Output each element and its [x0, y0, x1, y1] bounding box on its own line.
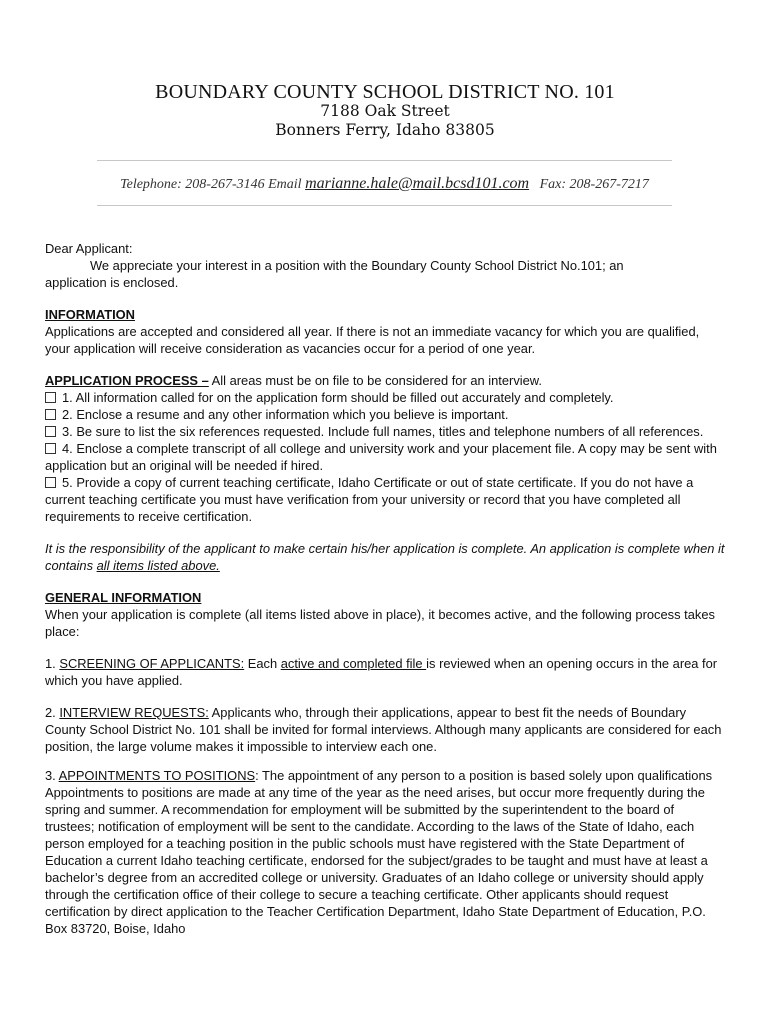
information-text: Applications are accepted and considered all year. If there is not an immediate vacancy for which you are qualified, your application will receive consideration as vacancies occur for a period of one year. [45, 324, 700, 356]
district-title: BOUNDARY COUNTY SCHOOL DISTRICT NO. 101 [155, 81, 615, 103]
checkbox-icon [45, 426, 56, 437]
fax-text: Fax: 208-267-7217 [539, 177, 649, 192]
process-item-1: 1. All information called for on the application form should be filled out accurately and completely. [45, 389, 725, 406]
appointments-heading: APPOINTMENTS TO POSITIONS [58, 768, 256, 783]
screening-paragraph: 1. SCREENING OF APPLICANTS: Each active and completed file is reviewed when an opening occurs in the area for which you have applied. [45, 656, 718, 688]
screening-heading: SCREENING OF APPLICANTS: [59, 656, 245, 671]
information-heading: INFORMATION [45, 307, 135, 322]
process-item-2: 2. Enclose a resume and any other information which you believe is important. [45, 406, 725, 423]
process-item-3: 3. Be sure to list the six references requested. Include full names, titles and telephone numbers of all references. [45, 423, 725, 440]
process-item-4: 4. Enclose a complete transcript of all college and university work and your placement file. A copy may be sent with application but an original will be needed if hired. [45, 441, 717, 473]
checkbox-icon [45, 392, 56, 403]
responsibility-underlined: all items listed above. [96, 558, 220, 573]
telephone-text: Telephone: 208-267-3146 Email [120, 177, 302, 192]
checkbox-icon [45, 409, 56, 420]
screening-underlined: active and completed file [280, 656, 427, 671]
street-address: 7188 Oak Street [320, 102, 450, 120]
process-item-5: 5. Provide a copy of current teaching certificate, Idaho Certificate or out of state certificate. If you do not have a current teaching certificate you must have verification from your university or record that you have completed all requirements to receive certification. [45, 475, 694, 524]
interview-paragraph: 2. INTERVIEW REQUESTS: Applicants who, through their applications, appear to best fit the needs of Boundary County School District No. 101 shall be invited for formal interviews. Although many applicants are considered for each position, the large volume makes it impossible to interview each one. [45, 705, 722, 754]
general-information-text: When your application is complete (all items listed above in place), it becomes active, and the following process takes place: [45, 607, 715, 639]
responsibility-note: It is the responsibility of the applicant to make certain his/her application is complete. An application is complete when it contains all items listed above. [45, 541, 725, 573]
application-process-lead: All areas must be on file to be considered for an interview. [208, 373, 542, 388]
salutation: Dear Applicant: [45, 241, 133, 256]
city-address: Bonners Ferry, Idaho 83805 [275, 121, 495, 139]
general-information-heading: GENERAL INFORMATION [45, 590, 202, 605]
checkbox-icon [45, 443, 56, 454]
header-divider-top [97, 160, 672, 161]
intro-line-1: We appreciate your interest in a position with the Boundary County School District No.101; an [90, 258, 624, 273]
appointments-paragraph: 3. APPOINTMENTS TO POSITIONS: The appointment of any person to a position is based solely upon qualifications Appointments to positions are made at any time of the year as the need arises, but occur more frequently during the spring and summer. A recommendation for employment will be submitted by the superintendent to the board of trustees; notification of employment will be sent to the candidate. According to the laws of the State of Idaho, each person employed for a teaching position in the public schools must have registered with the State Department of Education a current Idaho teaching certificate, endorsed for the subject/grades to be taught and must have at least a bachelor’s degree from an accredited college or university. Graduates of an Idaho college or university should apply through the certification office of their college to secure a teaching certificate. Other applicants should request certification by direct application to the Teacher Certification Department, Idaho State Department of Education, P.O. Box 83720, Boise, Idaho [45, 768, 713, 936]
contact-line [97, 174, 672, 195]
checkbox-icon [45, 477, 56, 488]
email-link[interactable]: marianne.hale@mail.bcsd101.com [305, 175, 530, 192]
intro-line-2: application is enclosed. [45, 275, 179, 290]
header-divider-bottom [97, 205, 672, 206]
letter-body [45, 240, 725, 937]
application-process [45, 372, 725, 389]
interview-heading: INTERVIEW REQUESTS: [59, 705, 209, 720]
application-process-heading: APPLICATION PROCESS – [45, 373, 209, 388]
